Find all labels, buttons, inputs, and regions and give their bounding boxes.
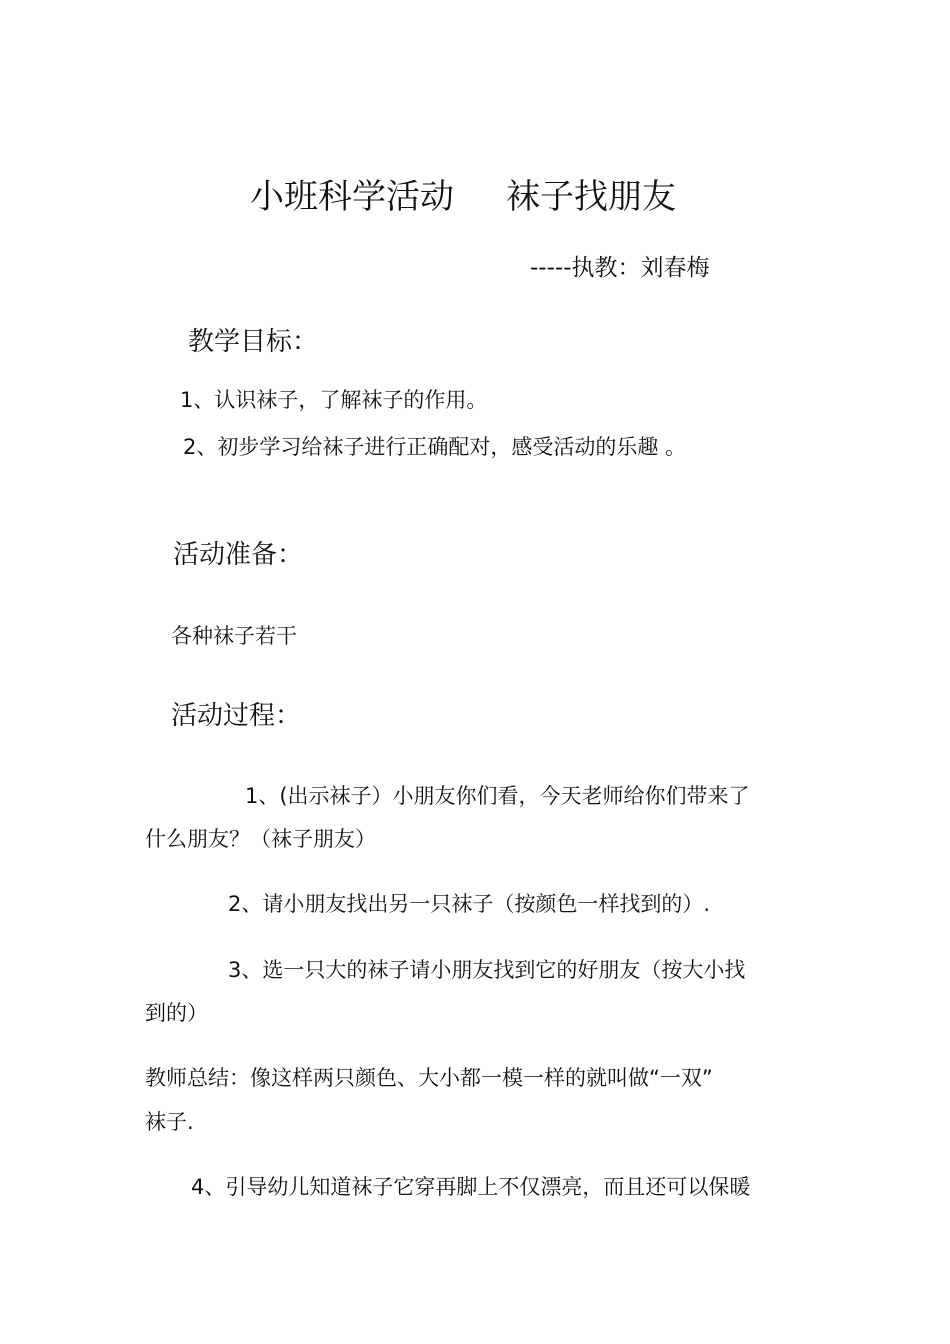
page-title (250, 177, 676, 217)
goal-item: 1、认识袜子，了解袜子的作用。 (180, 388, 488, 412)
title-part2: 袜子找朋友 (506, 177, 676, 217)
process-step-3: 3、选一只大的袜子请小朋友找到它的好朋友（按大小找 (228, 958, 746, 982)
process-step-3-cont: 到的） (145, 1001, 208, 1025)
teacher-summary-cont: 袜子. (145, 1110, 194, 1134)
process-step-2: 2、请小朋友找出另一只袜子（按颜色一样找到的）. (228, 892, 711, 916)
process-step-4: 4、引导幼儿知道袜子它穿再脚上不仅漂亮，而且还可以保暖 (191, 1175, 751, 1199)
process-step-1: 1、(出示袜子）小朋友你们看，今天老师给你们带来了 (245, 784, 750, 808)
prep-text: 各种袜子若干 (171, 624, 297, 648)
prep-heading: 活动准备： (173, 540, 304, 570)
process-heading: 活动过程： (171, 701, 302, 731)
title-part1: 小班科学活动 (250, 177, 454, 217)
goal-item: 2、初步学习给袜子进行正确配对，感受活动的乐趣 。 (183, 435, 687, 459)
process-step-1-cont: 什么朋友？（袜子朋友） (145, 827, 376, 851)
goals-heading: 教学目标： (188, 327, 319, 357)
teacher-summary: 教师总结：像这样两只颜色、大小都一模一样的就叫做“一双” (145, 1066, 713, 1090)
author-line: -----执教：刘春梅 (530, 255, 710, 281)
